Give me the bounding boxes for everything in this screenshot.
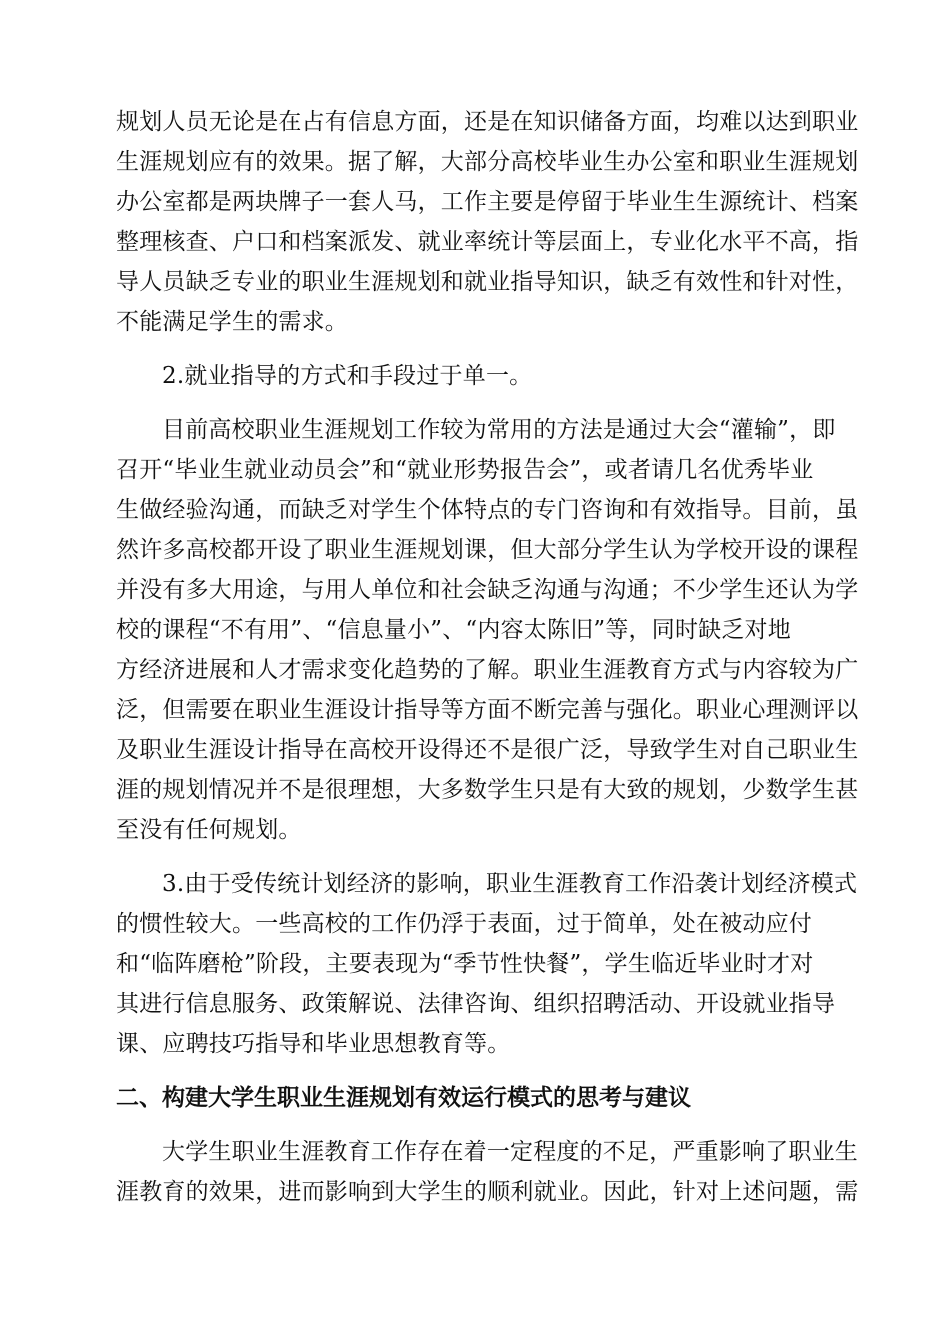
paragraph-staffing bbox=[116, 102, 859, 342]
text-line: 生涯规划应有的效果。据了解，大部分高校毕业生办公室和职业生涯规划 bbox=[116, 149, 859, 175]
text-line: 课、应聘技巧指导和毕业思想教育等。 bbox=[116, 1031, 511, 1057]
text-line: 规划人员无论是在占有信息方面，还是在知识储备方面，均难以达到职业 bbox=[116, 109, 859, 135]
text-line: 校的课程“不有用”、“信息量小”、“内容太陈旧”等，同时缺乏对地 bbox=[116, 617, 791, 643]
text-line: 然许多高校都开设了职业生涯规划课，但大部分学生认为学校开设的课程 bbox=[116, 537, 859, 563]
text-line: 目前高校职业生涯规划工作较为常用的方法是通过大会“灌输”，即 bbox=[162, 417, 836, 443]
text-line: 办公室都是两块牌子一套人马，工作主要是停留于毕业生生源统计、档案 bbox=[116, 189, 859, 215]
text-line: 方经济进展和人才需求变化趋势的了解。职业生涯教育方式与内容较为广 bbox=[116, 657, 859, 683]
section-heading: 二、构建大学生职业生涯规划有效运行模式的思考与建议 bbox=[116, 1085, 691, 1111]
text-line: 不能满足学生的需求。 bbox=[116, 309, 348, 335]
text-line: 导人员缺乏专业的职业生涯规划和就业指导知识，缺乏有效性和针对性， bbox=[116, 269, 859, 295]
text-line: 涯的规划情况并不是很理想，大多数学生只是有大致的规划，少数学生甚 bbox=[116, 777, 859, 803]
text-line: 至没有任何规划。 bbox=[116, 817, 302, 843]
text-line: 的惯性较大。一些高校的工作仍浮于表面，过于简单，处在被动应付 bbox=[116, 911, 812, 937]
text-line: 并没有多大用途，与用人单位和社会缺乏沟通与沟通；不少学生还认为学 bbox=[116, 577, 859, 603]
text-line: 生做经验沟通，而缺乏对学生个体特点的专门咨询和有效指导。目前，虽 bbox=[116, 497, 859, 523]
text-line: 泛，但需要在职业生涯设计指导等方面不断完善与强化。职业心理测评以 bbox=[116, 697, 859, 723]
text-line: 及职业生涯设计指导在高校开设得还不是很广泛，导致学生对自己职业生 bbox=[116, 737, 859, 763]
text-line: 2.就业指导的方式和手段过于单一。 bbox=[162, 363, 533, 389]
text-line: 整理核查、户口和档案派发、就业率统计等层面上，专业化水平不高，指 bbox=[116, 229, 859, 255]
paragraph-point-3 bbox=[116, 864, 858, 1064]
text-line: 召开“毕业生就业动员会”和“就业形势报告会”，或者请几名优秀毕业 bbox=[116, 457, 814, 483]
document-page bbox=[116, 102, 859, 1212]
text-line: 3.由于受传统计划经济的影响，职业生涯教育工作沿袭计划经济模式 bbox=[162, 871, 858, 897]
paragraph-intro bbox=[116, 1132, 859, 1212]
text-line: 和“临阵磨枪”阶段，主要表现为“季节性快餐”，学生临近毕业时才对 bbox=[116, 951, 814, 977]
text-line: 大学生职业生涯教育工作存在着一定程度的不足，严重影响了职业生 bbox=[162, 1139, 858, 1165]
text-line: 其进行信息服务、政策解说、法律咨询、组织招聘活动、开设就业指导 bbox=[116, 991, 836, 1017]
text-line: 涯教育的效果，进而影响到大学生的顺利就业。因此，针对上述问题，需 bbox=[116, 1179, 859, 1205]
paragraph-methods bbox=[116, 410, 859, 850]
paragraph-point-2 bbox=[116, 356, 832, 396]
